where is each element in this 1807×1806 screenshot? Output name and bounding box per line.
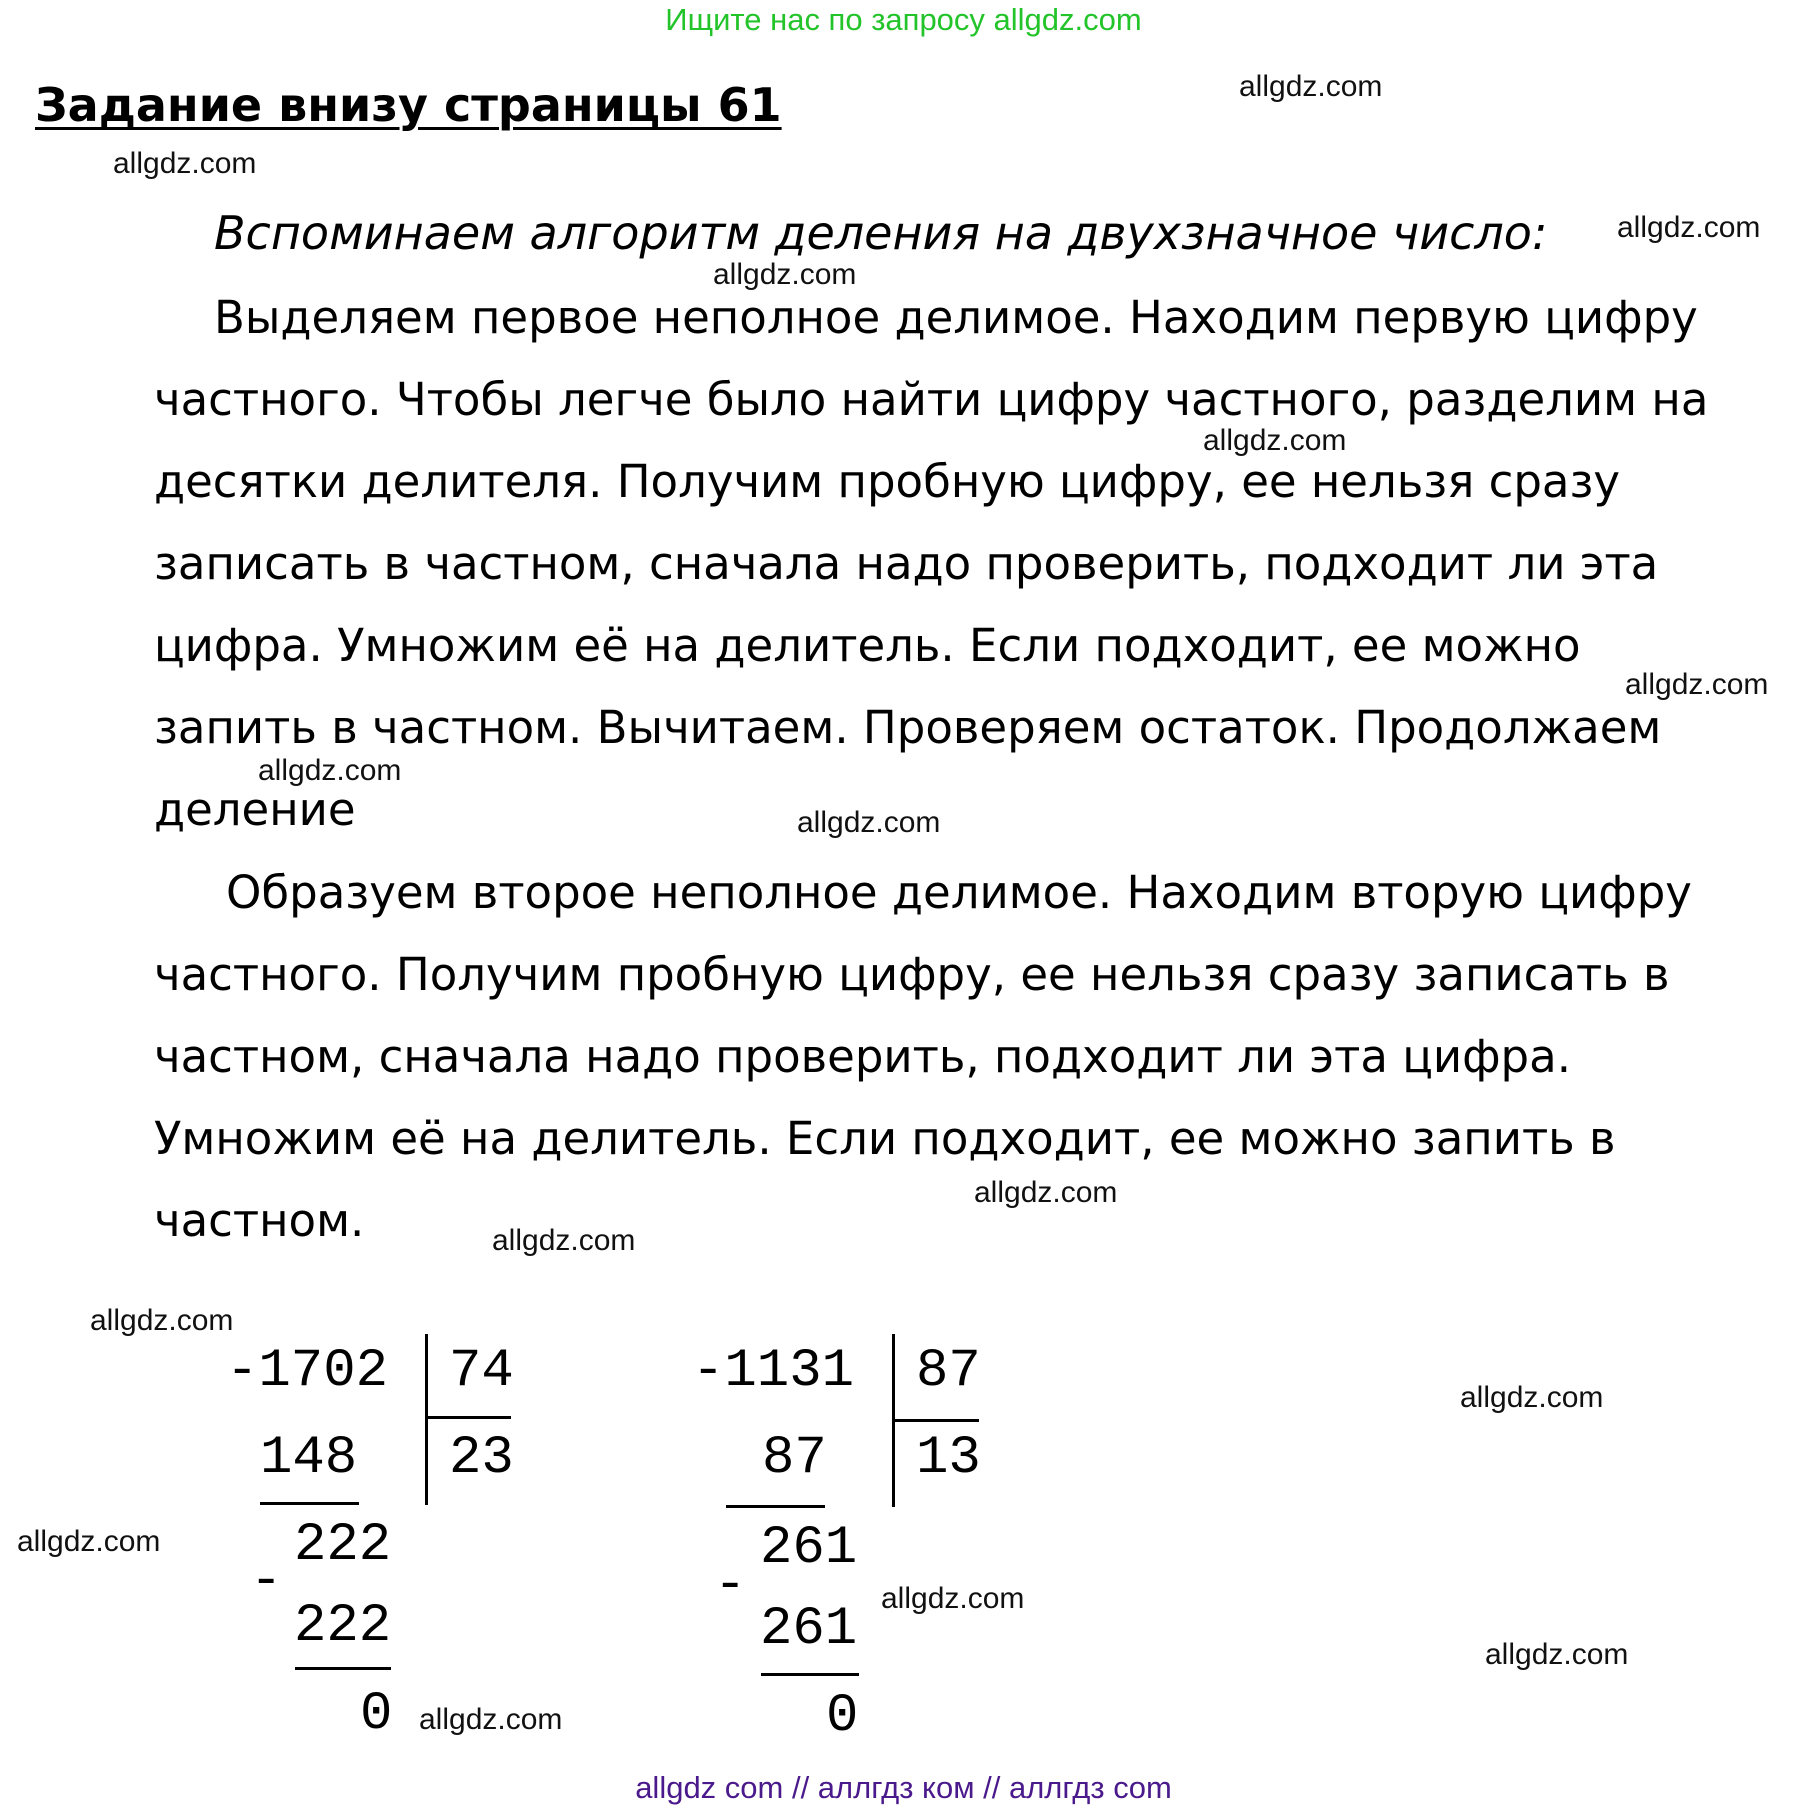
text-line: Образуем второе неполное делимое. Находим вторую цифру [226, 866, 1692, 919]
watermark: allgdz.com [713, 258, 857, 291]
divisor: 87 [916, 1341, 981, 1402]
watermark: allgdz.com [881, 1582, 1025, 1615]
subtrahend-1: 148 [260, 1428, 358, 1489]
divider-vertical [425, 1334, 428, 1505]
watermark: allgdz.com [974, 1176, 1118, 1209]
underline [260, 1502, 359, 1505]
dividend: -1131 [692, 1341, 855, 1402]
minus-sign: - [250, 1551, 283, 1612]
partial-dividend: 222 [294, 1515, 392, 1576]
text-line: частного. Получим пробную цифру, ее нельзя сразу записать в [154, 948, 1670, 1001]
watermark: allgdz.com [17, 1525, 161, 1558]
watermark: allgdz.com [258, 754, 402, 787]
quotient: 13 [916, 1428, 981, 1489]
footer-links[interactable]: allgdz com // аллгдз ком // аллгдз com [635, 1770, 1172, 1805]
text-line: десятки делителя. Получим пробную цифру, ее нельзя сразу [154, 455, 1621, 508]
header-ad-link[interactable]: Ищите нас по запросу allgdz.com [665, 2, 1142, 37]
subtrahend-2: 222 [294, 1596, 392, 1657]
text-line: деление [154, 783, 356, 836]
subtrahend-2: 261 [760, 1599, 858, 1660]
page-title: Задание внизу страницы 61 [35, 78, 782, 132]
partial-dividend: 261 [760, 1518, 858, 1579]
watermark: allgdz.com [1460, 1381, 1604, 1414]
text-line: частном, сначала надо проверить, подходит ли эта цифра. [154, 1030, 1571, 1083]
divider-horizontal [425, 1416, 511, 1419]
watermark: allgdz.com [797, 806, 941, 839]
divisor: 74 [449, 1341, 514, 1402]
subtrahend-1: 87 [762, 1428, 827, 1489]
underline [761, 1673, 859, 1676]
watermark: allgdz.com [1625, 668, 1769, 701]
watermark: allgdz.com [1617, 211, 1761, 244]
text-line: цифра. Умножим её на делитель. Если подходит, ее можно [154, 619, 1581, 672]
quotient: 23 [449, 1428, 514, 1489]
lead-heading: Вспоминаем алгоритм деления на двухзначное число: [214, 206, 1548, 260]
text-line: частного. Чтобы легче было найти цифру частного, разделим на [154, 373, 1709, 426]
watermark: allgdz.com [113, 147, 257, 180]
watermark: allgdz.com [90, 1304, 234, 1337]
minus-sign: - [714, 1555, 747, 1616]
watermark: allgdz.com [1203, 424, 1347, 457]
watermark: allgdz.com [492, 1224, 636, 1257]
watermark: allgdz.com [1239, 70, 1383, 103]
text-line: запить в частном. Вычитаем. Проверяем остаток. Продолжаем [154, 701, 1662, 754]
remainder: 0 [826, 1686, 859, 1747]
dividend: -1702 [226, 1341, 389, 1402]
underline [295, 1667, 391, 1670]
text-line: Умножим её на делитель. Если подходит, ее можно запить в [154, 1112, 1616, 1165]
watermark: allgdz.com [1485, 1638, 1629, 1671]
text-line: записать в частном, сначала надо проверить, подходит ли эта [154, 537, 1659, 590]
underline [726, 1505, 825, 1508]
text-line: частном. [154, 1194, 365, 1247]
remainder: 0 [360, 1684, 393, 1745]
watermark: allgdz.com [419, 1703, 563, 1736]
text-line: Выделяем первое неполное делимое. Находим первую цифру [214, 291, 1698, 344]
divider-horizontal [892, 1419, 979, 1422]
